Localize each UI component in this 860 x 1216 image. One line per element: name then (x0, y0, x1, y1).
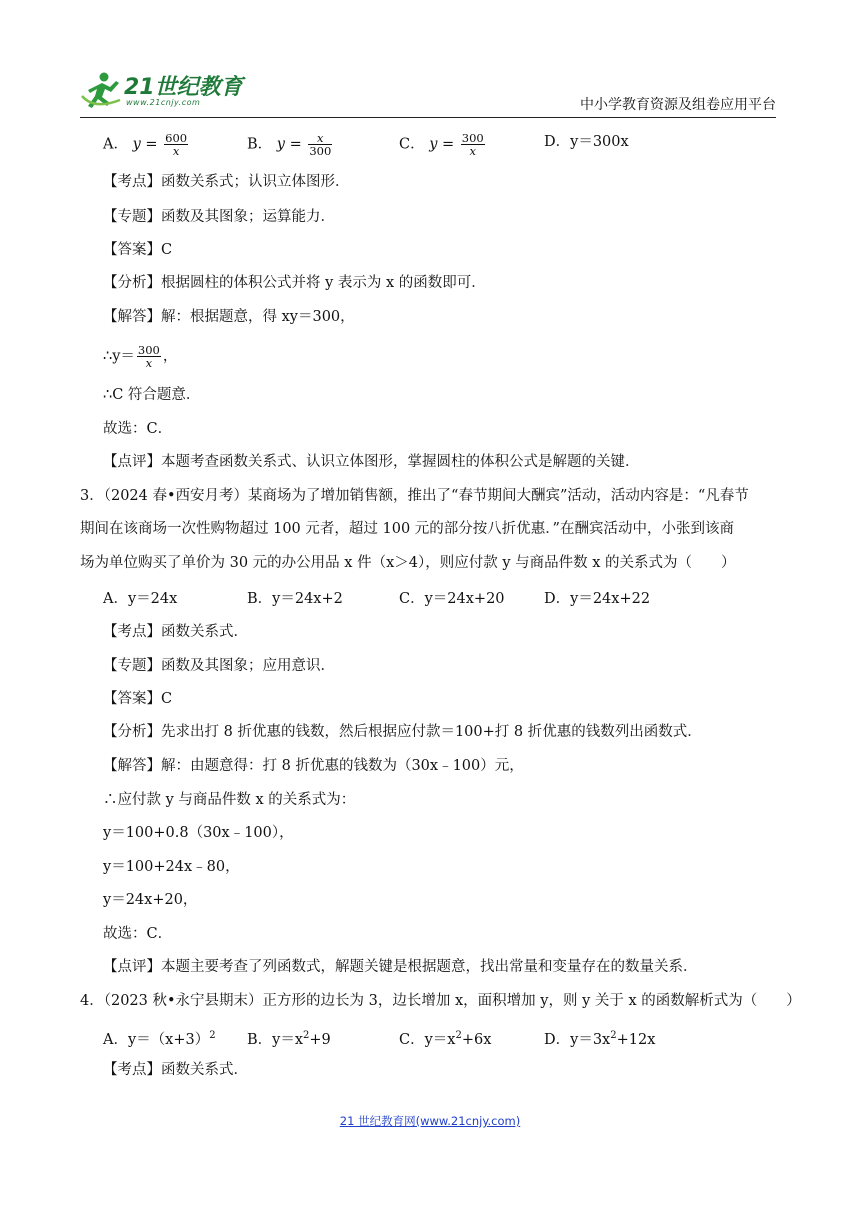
q3-option-d: D．y＝24x+22 (544, 591, 651, 607)
q2-kaodian: 【考点】函数关系式；认识立体图形． (103, 174, 350, 190)
q3-option-b: B．y＝24x+2 (247, 591, 343, 607)
q3-step-2: y＝100+0.8（30x﹣100）， (103, 825, 294, 841)
q2-step-2: ∴C 符合题意． (103, 387, 201, 403)
q2-answer: 【答案】C (103, 242, 173, 258)
q3-stem-line-1: 3．（2024 春•西安月考）某商场为了增加销售额，推出了“春节期间大酬宾”活动，活动内容是：“凡春节 (80, 488, 749, 504)
q3-answer: 【答案】C (103, 691, 173, 707)
q3-option-a: A．y＝24x (103, 591, 178, 607)
footer-link[interactable]: 21 世纪教育网(www.21cnjy.com) (339, 1114, 521, 1128)
q4-option-c: C．$y=x^2+6x$ (399, 1030, 492, 1048)
logo-url: www.21cnjy.com (126, 98, 201, 107)
q2-option-d: D．y＝300x (544, 134, 629, 150)
q2-solution: 【解答】解：根据题意，得 xy＝300， (103, 309, 355, 325)
q4-kaodian: 【考点】函数关系式． (103, 1062, 248, 1078)
q3-comment: 【点评】本题主要考查了列函数式，解题关键是根据题意，找出常量和变量存在的数量关系． (103, 959, 698, 975)
header-divider (80, 117, 776, 118)
q2-zhuanti: 【专题】函数及其图象；运算能力． (103, 209, 335, 225)
q2-option-c: C． y = $\frac{300}{x}$ (399, 131, 484, 158)
q4-option-d: D．$y=3x^2+12x$ (544, 1030, 656, 1048)
q2-choose: 故选：C． (103, 421, 173, 437)
q3-stem-line-2: 期间在该商场一次性购物超过 100 元者，超过 100 元的部分按八折优惠．”在酬宾活动中，小张到该商 (80, 521, 734, 537)
q2-option-a: A． y = $\frac{600}{x}$ (103, 131, 188, 158)
q3-choose: 故选：C． (103, 926, 173, 942)
q3-option-c: C．y＝24x+20 (399, 591, 505, 607)
q4-option-a: A．$y=(x+3)^2$ (103, 1030, 216, 1048)
q2-step-1: ∴y＝ $\frac{300}{x}$ ， (103, 343, 178, 370)
q3-stem-line-3: 场为单位购买了单价为 30 元的办公用品 x 件（x＞4），则应付款 y 与商品件数 x 的关系式为（ ） (80, 555, 736, 571)
logo-text: 21世纪教育 (124, 75, 243, 100)
q3-zhuanti: 【专题】函数及其图象；应用意识． (103, 658, 335, 674)
q2-comment: 【点评】本题考查函数关系式、认识立体图形，掌握圆柱的体积公式是解题的关键． (103, 454, 640, 470)
q2-option-b: B． y = $\frac{x}{300}$ (247, 131, 332, 158)
q3-step-1: ∴应付款 y 与商品件数 x 的关系式为： (103, 792, 356, 808)
q3-kaodian: 【考点】函数关系式． (103, 624, 248, 640)
q3-analysis: 【分析】先求出打 8 折优惠的钱数，然后根据应付款＝100+打 8 折优惠的钱数列出函数式． (103, 724, 702, 740)
logo (80, 70, 260, 114)
q4-stem: 4．（2023 秋•永宁县期末）正方形的边长为 3，边长增加 x，面积增加 y，则 y 关于 x 的函数解析式为（ ） (80, 993, 801, 1009)
page-header (80, 60, 776, 118)
q3-step-4: y＝24x+20， (103, 892, 198, 908)
q3-step-3: y＝100+24x﹣80， (103, 859, 240, 875)
q2-analysis: 【分析】根据圆柱的体积公式并将 y 表示为 x 的函数即可． (103, 275, 486, 291)
platform-title: 中小学教育资源及组卷应用平台 (580, 97, 776, 113)
q4-option-b: B．$y=x^2+9$ (247, 1030, 331, 1048)
runner-logo-icon (80, 70, 124, 114)
q3-solution: 【解答】解：由题意得：打 8 折优惠的钱数为（30x﹣100）元， (103, 758, 524, 774)
